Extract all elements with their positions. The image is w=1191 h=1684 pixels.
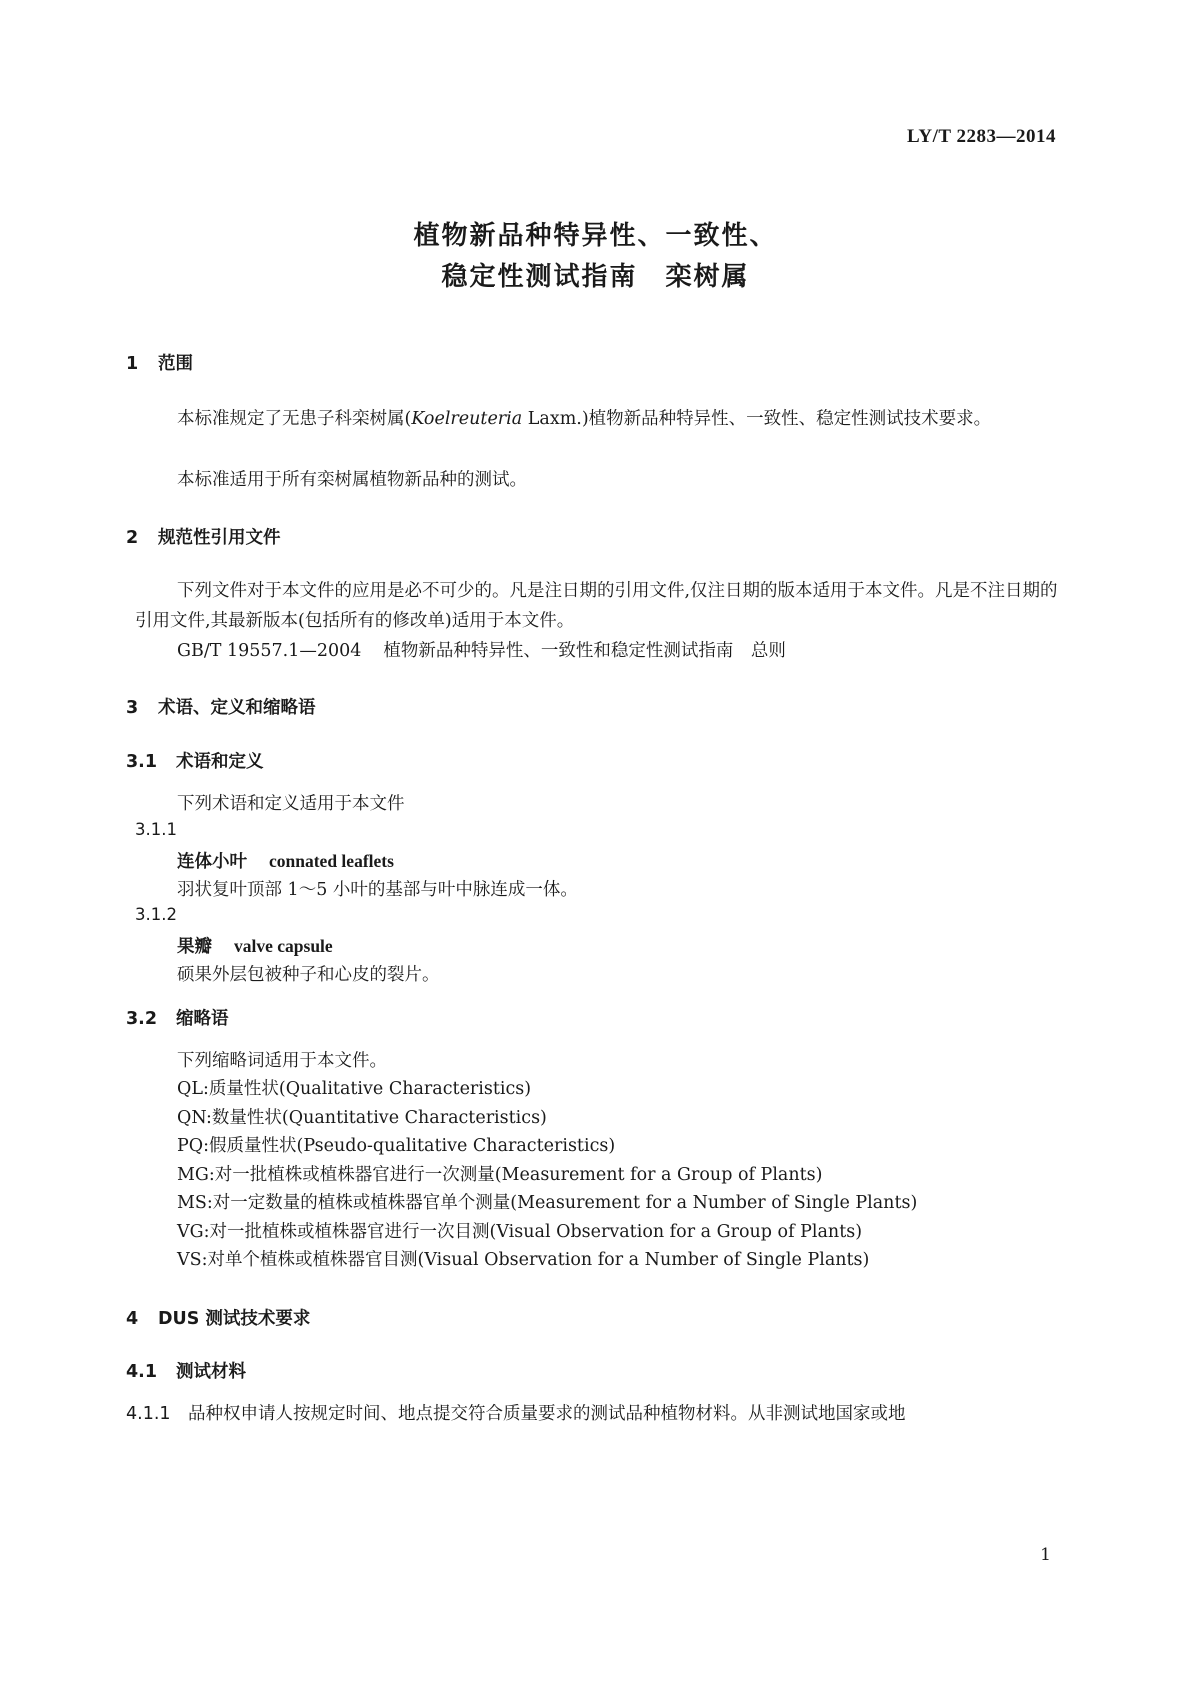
- section-number: 1: [126, 354, 139, 374]
- clause-number: 4.1.1: [126, 1404, 171, 1424]
- abbreviation-item: VG:对一批植株或植株器官进行一次目测(Visual Observation for a Group of Plants): [177, 1222, 863, 1242]
- section-1-paragraph-1: [135, 404, 1058, 434]
- clause-4-1-1: [126, 1400, 906, 1425]
- page-number: 1: [1040, 1545, 1051, 1565]
- section-number: 3: [126, 698, 139, 718]
- term-entry: [177, 933, 333, 958]
- section-4-1-heading: [126, 1358, 246, 1383]
- section-title: DUS 测试技术要求: [158, 1309, 311, 1329]
- section-number: 3.2: [126, 1009, 158, 1029]
- abbreviation-item: VS:对单个植株或植株器官目测(Visual Observation for a Number of Single Plants): [177, 1250, 870, 1270]
- terms-intro: 下列术语和定义适用于本文件: [177, 794, 405, 814]
- section-title: 缩略语: [176, 1009, 229, 1029]
- term-number: 3.1.2: [135, 905, 177, 924]
- section-number: 2: [126, 528, 139, 548]
- text-part: 本标准规定了无患子科栾树属(: [177, 409, 412, 429]
- abbreviation-item: QL:质量性状(Qualitative Characteristics): [177, 1079, 532, 1099]
- abbreviation-item: PQ:假质量性状(Pseudo-qualitative Characteristics): [177, 1136, 616, 1156]
- standard-code: LY/T 2283—2014: [906, 126, 1056, 147]
- term-chinese: 果瓣: [177, 937, 212, 957]
- section-title: 规范性引用文件: [158, 528, 281, 548]
- section-2-paragraph-1: 下列文件对于本文件的应用是必不可少的。凡是注日期的引用文件,仅注日期的版本适用于本文件。凡是不注日期的引用文件,其最新版本(包括所有的修改单)适用于本文件。: [135, 581, 1058, 631]
- term-chinese: 连体小叶: [177, 852, 247, 872]
- section-number: 4: [126, 1309, 139, 1329]
- section-4-heading: [126, 1305, 310, 1330]
- section-title: 范围: [158, 354, 193, 374]
- abbreviation-item: QN:数量性状(Quantitative Characteristics): [177, 1108, 547, 1128]
- text-part: Laxm.)植物新品种特异性、一致性、稳定性测试技术要求。: [522, 409, 992, 429]
- section-title: 术语和定义: [176, 752, 264, 772]
- section-title: 术语、定义和缩略语: [158, 698, 316, 718]
- section-3-2-heading: [126, 1005, 229, 1030]
- term-english: connated leaflets: [269, 851, 394, 871]
- section-3-heading: [126, 694, 316, 719]
- normative-reference: [177, 637, 786, 662]
- abbreviation-item: MS:对一定数量的植株或植株器官单个测量(Measurement for a Number of Single Plants): [177, 1193, 918, 1213]
- reference-title: 植物新品种特异性、一致性和稳定性测试指南 总则: [383, 641, 786, 661]
- document-title-line2: 稳定性测试指南 栾树属: [441, 262, 750, 292]
- clause-text: 品种权申请人按规定时间、地点提交符合质量要求的测试品种植物材料。从非测试地国家或地: [188, 1404, 906, 1424]
- section-title: 测试材料: [176, 1362, 246, 1382]
- section-1-paragraph-2: 本标准适用于所有栾树属植物新品种的测试。: [177, 470, 527, 490]
- term-definition: 羽状复叶顶部 1～5 小叶的基部与叶中脉连成一体。: [177, 880, 578, 900]
- abbreviation-item: MG:对一批植株或植株器官进行一次测量(Measurement for a Group of Plants): [177, 1165, 823, 1185]
- section-2-heading: [126, 524, 281, 549]
- document-title-line1: 植物新品种特异性、一致性、: [413, 221, 778, 251]
- term-entry: [177, 848, 394, 873]
- term-english: valve capsule: [234, 936, 333, 956]
- reference-code: GB/T 19557.1—2004: [177, 641, 362, 661]
- term-definition: 硕果外层包被种子和心皮的裂片。: [177, 965, 440, 985]
- section-number: 4.1: [126, 1362, 158, 1382]
- section-1-heading: [126, 350, 193, 375]
- section-number: 3.1: [126, 752, 158, 772]
- term-number: 3.1.1: [135, 820, 177, 839]
- abbreviations-intro: 下列缩略词适用于本文件。: [177, 1051, 387, 1071]
- section-3-1-heading: [126, 748, 264, 773]
- genus-name-italic: Koelreuteria: [411, 409, 523, 429]
